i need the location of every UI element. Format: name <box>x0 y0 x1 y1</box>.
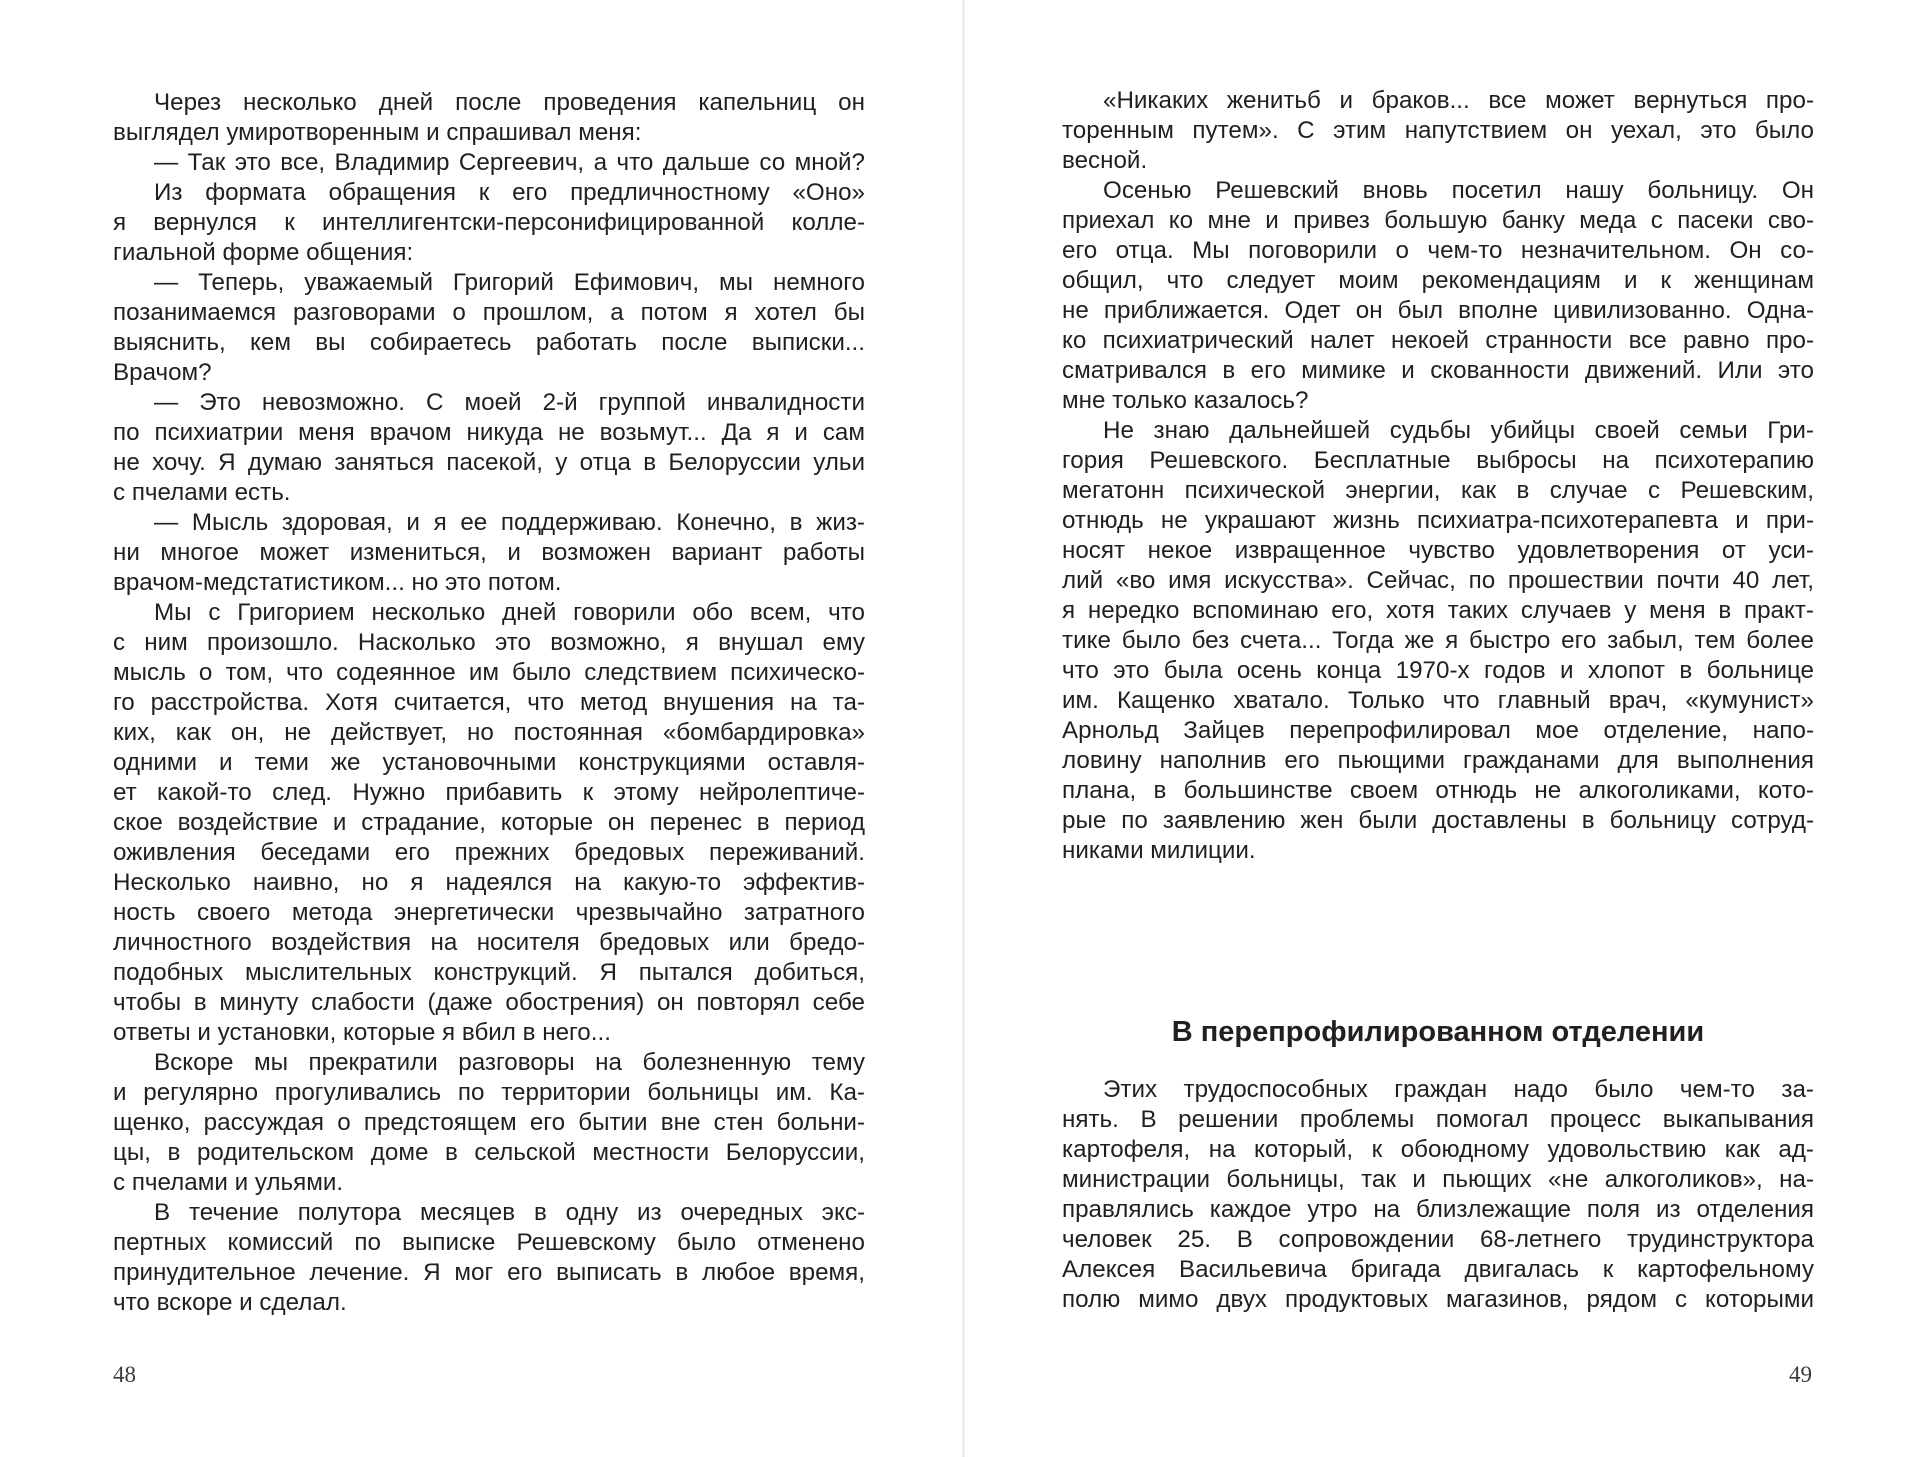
right-page-text <box>1062 86 1814 866</box>
left-page <box>0 0 964 1457</box>
text-line: Несколько наивно, но я надеялся на какую-то эффектив- <box>113 869 865 896</box>
text-line: — Мысль здоровая, и я ее поддерживаю. Конечно, в жиз- <box>154 509 865 536</box>
text-line: правлялись каждое утро на близлежащие поля из отделения <box>1062 1196 1814 1223</box>
text-line: весной. <box>1062 147 1148 174</box>
text-line: с ним произошло. Насколько это возможно, я внушал ему <box>113 629 865 656</box>
text-line: носят некое извращенное чувство удовлетворения от уси- <box>1062 537 1814 564</box>
text-line: Мы с Григорием несколько дней говорили обо всем, что <box>154 599 865 626</box>
text-line: его отца. Мы поговорили о чем-то незначительном. Он со- <box>1062 237 1814 264</box>
text-line: тике было без счета... Тогда же я быстро его забыл, тем более <box>1062 627 1814 654</box>
text-line: принудительное лечение. Я мог его выписать в любое время, <box>113 1259 865 1286</box>
text-line: ко психиатрический налет некоей странности все равно про- <box>1062 327 1814 354</box>
text-line: картофеля, на который, к обоюдному удовольствию как ад- <box>1062 1136 1814 1163</box>
text-line: ское воздействие и страдание, которые он перенес в период <box>113 809 865 836</box>
text-line: пертных комиссий по выписке Решевскому было отменено <box>113 1229 865 1256</box>
text-line: с пчелами и ульями. <box>113 1169 344 1196</box>
right-page-section-text <box>1062 1075 1814 1315</box>
text-line: с пчелами есть. <box>113 479 291 506</box>
text-line: нять. В решении проблемы помогал процесс выкапывания <box>1062 1106 1814 1133</box>
left-page-text <box>113 88 865 1318</box>
text-line: гиальной форме общения: <box>113 239 414 266</box>
text-line: выяснить, кем вы собираетесь работать после выписки... <box>113 329 865 356</box>
section-heading: В перепрофилированном отделении <box>1171 1016 1705 1048</box>
page-number: 48 <box>113 1362 136 1387</box>
text-line: человек 25. В сопровождении 68-летнего трудинструктора <box>1062 1226 1814 1253</box>
text-line: им. Кащенко хватало. Только что главный врач, «кумунист» <box>1062 687 1814 714</box>
text-line: не хочу. Я думаю заняться пасекой, у отца в Белоруссии ульи <box>113 449 865 476</box>
text-line: по психиатрии меня врачом никуда не возьмут... Да я и сам <box>113 419 865 446</box>
text-line: цы, в родительском доме в сельской местности Белоруссии, <box>113 1139 865 1166</box>
text-line: выглядел умиротворенным и спрашивал меня: <box>113 119 642 146</box>
text-line: что вскоре и сделал. <box>113 1289 347 1316</box>
right-page <box>965 0 1929 1457</box>
text-line: Не знаю дальнейшей судьбы убийцы своей семьи Гри- <box>1103 417 1814 444</box>
text-line: ловину наполнив его пьющими гражданами для выполнения <box>1062 747 1814 774</box>
text-line: никами милиции. <box>1062 837 1256 864</box>
text-line: министрации больницы, так и пьющих «не алкоголиков», на- <box>1062 1166 1814 1193</box>
text-line: Арнольд Зайцев перепрофилировал мое отделение, напо- <box>1062 717 1814 744</box>
text-line: щенко, рассуждая о предстоящем его бытии вне стен больни- <box>113 1109 865 1136</box>
text-line: отнюдь не украшают жизнь психиатра-психотерапевта и при- <box>1062 507 1814 534</box>
text-line: мегатонн психической энергии, как в случае с Решевским, <box>1062 477 1814 504</box>
text-line: сматривался в его мимике и скованности движений. Или это <box>1062 357 1814 384</box>
text-line: — Это невозможно. С моей 2-й группой инвалидности <box>154 389 865 416</box>
text-line: ность своего метода энергетически чрезвычайно затратного <box>113 899 865 926</box>
text-line: рые по заявлению жен были доставлены в больницу сотруд- <box>1062 807 1814 834</box>
text-line: личностного воздействия на носителя бредовых или бредо- <box>113 929 865 956</box>
text-line: гория Решевского. Бесплатные выбросы на психотерапию <box>1062 447 1814 474</box>
text-line: — Теперь, уважаемый Григорий Ефимович, мы немного <box>154 269 865 296</box>
text-line: приехал ко мне и привез большую банку меда с пасеки сво- <box>1062 207 1814 234</box>
text-line: Из формата обращения к его предличностному «Оно» <box>154 179 865 206</box>
text-line: торенным путем». С этим напутствием он уехал, это было <box>1062 117 1814 144</box>
text-line: Врачом? <box>113 359 212 386</box>
text-line: не приближается. Одет он был вполне цивилизованно. Одна- <box>1062 297 1814 324</box>
text-line: чтобы в минуту слабости (даже обострения) он повторял себе <box>113 989 865 1016</box>
page-number: 49 <box>1789 1362 1812 1387</box>
text-line: лий «во имя искусства». Сейчас, по прошествии почти 40 лет, <box>1062 567 1814 594</box>
text-line: Через несколько дней после проведения капельниц он <box>154 89 865 116</box>
text-line: позанимаемся разговорами о прошлом, а потом я хотел бы <box>113 299 865 326</box>
text-line: и регулярно прогуливались по территории больницы им. Ка- <box>113 1079 865 1106</box>
text-line: плана, в большинстве своем отнюдь не алкоголиками, кото- <box>1062 777 1814 804</box>
text-line: «Никаких женитьб и браков... все может вернуться про- <box>1103 87 1814 114</box>
text-line: общил, что следует моим рекомендациям и к женщинам <box>1062 267 1814 294</box>
text-line: ни многое может измениться, и возможен вариант работы <box>113 539 865 566</box>
text-line: я вернулся к интеллигентски-персонифицированной колле- <box>113 209 865 236</box>
text-line: мне только казалось? <box>1062 387 1309 414</box>
text-line: мысль о том, что содеянное им было следствием психическо- <box>113 659 865 686</box>
text-line: Этих трудоспособных граждан надо было чем-то за- <box>1103 1076 1814 1103</box>
text-line: ет какой-то след. Нужно прибавить к этому нейролептиче- <box>113 779 865 806</box>
text-line: врачом-медстатистиком... но это потом. <box>113 569 562 596</box>
text-line: ких, как он, не действует, но постоянная «бомбардировка» <box>113 719 865 746</box>
text-line: Алексея Васильевича бригада двигалась к картофельному <box>1062 1256 1814 1283</box>
text-line: ответы и установки, которые я вбил в него... <box>113 1019 611 1046</box>
text-line: оживления беседами его прежних бредовых переживаний. <box>113 839 865 866</box>
text-line: го расстройства. Хотя считается, что метод внушения на та- <box>113 689 865 716</box>
text-line: подобных мыслительных конструкций. Я пытался добиться, <box>113 959 865 986</box>
text-line: что это была осень конца 1970-х годов и хлопот в больнице <box>1062 657 1814 684</box>
text-line: В течение полутора месяцев в одну из очередных экс- <box>154 1199 865 1226</box>
text-line: Осенью Решевский вновь посетил нашу больницу. Он <box>1103 177 1814 204</box>
text-line: Вскоре мы прекратили разговоры на болезненную тему <box>154 1049 865 1076</box>
text-line: я нередко вспоминаю его, хотя таких случаев у меня в практ- <box>1062 597 1814 624</box>
text-line: — Так это все, Владимир Сергеевич, а что дальше со мной? <box>154 149 865 176</box>
text-line: одними и теми же установочными конструкциями оставля- <box>113 749 865 776</box>
text-line: полю мимо двух продуктовых магазинов, рядом с которыми <box>1062 1286 1814 1313</box>
